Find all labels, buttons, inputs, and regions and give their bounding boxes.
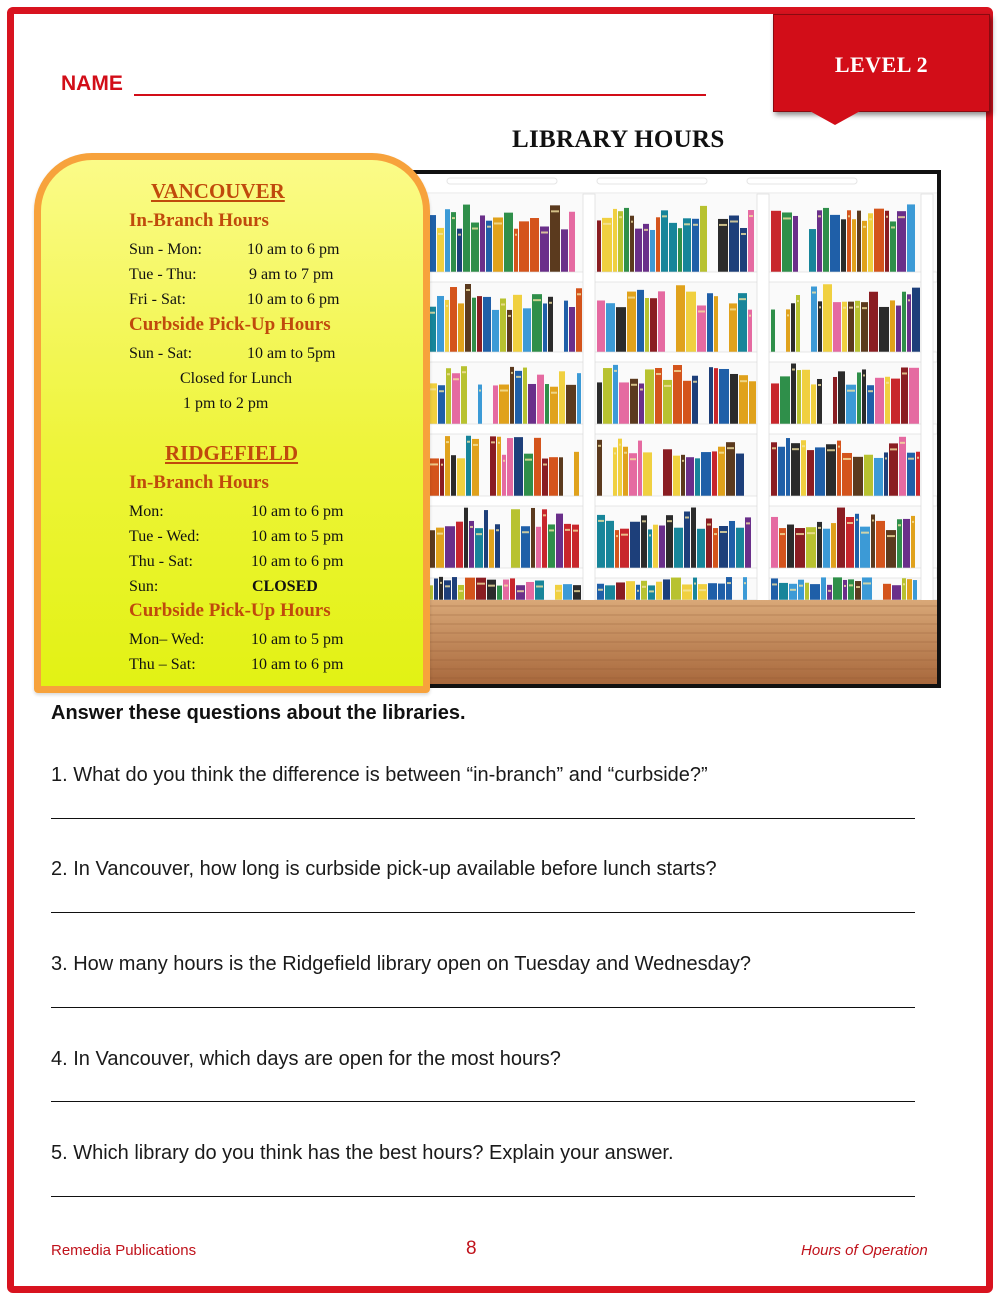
ridgefield-curbside-days: Mon– Wed: (129, 631, 205, 648)
bookshelf-photo (403, 170, 941, 688)
ridgefield-in-branch-hours: 10 am to 6 pm (251, 503, 344, 520)
vancouver-curbside-days: Sun - Sat: (129, 345, 193, 362)
ridgefield-in-branch-heading: In-Branch Hours (129, 472, 269, 493)
vancouver-curbside-heading: Curbside Pick-Up Hours (129, 314, 331, 335)
vancouver-in-branch-hours: 10 am to 6 pm (247, 241, 340, 258)
name-answer-line[interactable] (134, 94, 706, 96)
ridgefield-in-branch-days: Mon: (129, 503, 164, 520)
ridgefield-heading: RIDGEFIELD (165, 441, 299, 465)
vancouver-lunch-note: Closed for Lunch (180, 370, 292, 387)
name-label: NAME (61, 72, 123, 95)
ridgefield-in-branch-hours: 10 am to 5 pm (251, 528, 344, 545)
ridgefield-curbside-heading: Curbside Pick-Up Hours (129, 600, 331, 621)
ridgefield-in-branch-days: Thu - Sat: (129, 553, 193, 570)
ridgefield-curbside-hours: 10 am to 5 pm (251, 631, 344, 648)
ridgefield-closed-label: CLOSED (252, 578, 318, 595)
answer-line-2[interactable] (51, 912, 915, 913)
vancouver-in-branch-days: Fri - Sat: (129, 291, 186, 308)
level-badge: LEVEL 2 (773, 14, 990, 112)
question-5: 5. Which library do you think has the best hours? Explain your answer. (51, 1142, 674, 1164)
ridgefield-curbside-days: Thu – Sat: (129, 656, 196, 673)
vancouver-heading: VANCOUVER (151, 179, 285, 203)
question-4: 4. In Vancouver, which days are open for the most hours? (51, 1048, 561, 1070)
answer-line-5[interactable] (51, 1196, 915, 1197)
instructions: Answer these questions about the libraries. (51, 702, 466, 724)
vancouver-lunch-hours: 1 pm to 2 pm (183, 395, 269, 412)
question-2: 2. In Vancouver, how long is curbside pick-up available before lunch starts? (51, 858, 717, 880)
ridgefield-in-branch-days: Sun: (129, 578, 159, 595)
vancouver-in-branch-hours: 9 am to 7 pm (249, 266, 334, 283)
ridgefield-in-branch-hours: 10 am to 6 pm (251, 553, 344, 570)
ridgefield-in-branch-days: Tue - Wed: (129, 528, 200, 545)
level-badge-notch (808, 110, 862, 125)
footer-page-number: 8 (466, 1238, 477, 1259)
footer-publisher: Remedia Publications (51, 1242, 197, 1259)
answer-line-4[interactable] (51, 1101, 915, 1102)
bookshelf-illustration (407, 174, 937, 684)
answer-line-1[interactable] (51, 818, 915, 819)
vancouver-in-branch-days: Tue - Thu: (129, 266, 197, 283)
page-title: LIBRARY HOURS (512, 126, 725, 153)
vancouver-in-branch-heading: In-Branch Hours (129, 210, 269, 231)
vancouver-curbside-hours: 10 am to 5pm (247, 345, 336, 362)
ridgefield-curbside-hours: 10 am to 6 pm (251, 656, 344, 673)
library-hours-card (34, 153, 430, 693)
vancouver-in-branch-days: Sun - Mon: (129, 241, 202, 258)
answer-line-3[interactable] (51, 1007, 915, 1008)
question-3: 3. How many hours is the Ridgefield library open on Tuesday and Wednesday? (51, 953, 752, 975)
footer-book-title: Hours of Operation (801, 1242, 928, 1259)
vancouver-in-branch-hours: 10 am to 6 pm (247, 291, 340, 308)
question-1: 1. What do you think the difference is between “in-branch” and “curbside?” (51, 764, 708, 786)
